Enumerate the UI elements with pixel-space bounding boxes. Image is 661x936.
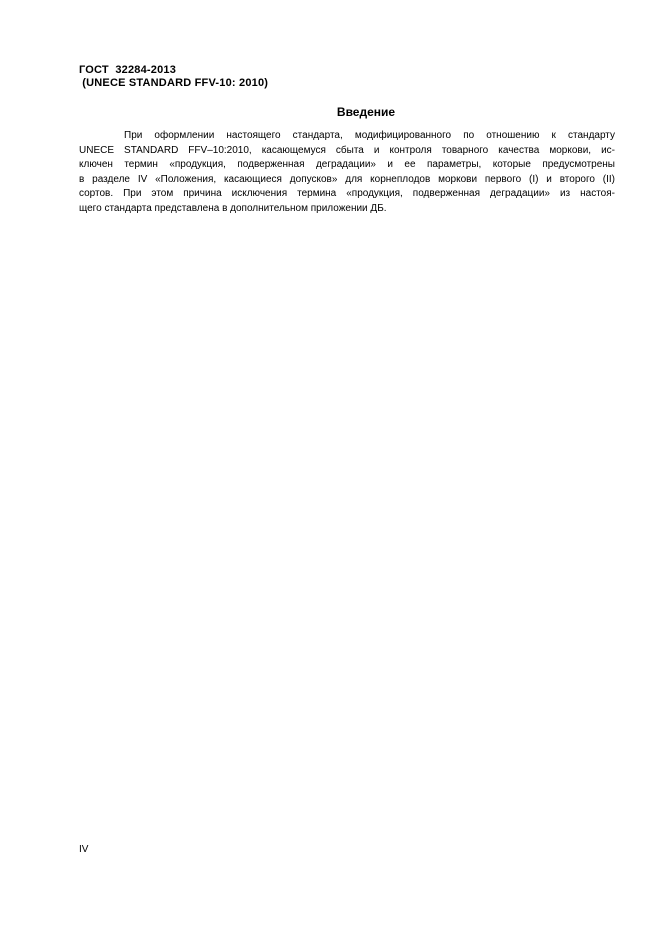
- paragraph-line: в разделе IV «Положения, касающиеся допусков» для корнеплодов моркови первого (I) и второго (II): [79, 173, 615, 185]
- international-standard-reference: (UNECE STANDARD FFV-10: 2010): [79, 77, 269, 89]
- paragraph-line: ключен термин «продукция, подверженная деградации» и ее параметры, которые предусмотрены: [79, 159, 615, 171]
- page-number: IV: [79, 844, 89, 855]
- document-header: [79, 64, 268, 90]
- section-title: Введение: [336, 105, 396, 119]
- paragraph-line: сортов. При этом причина исключения термина «продукция, подверженная деградации» из настоя-: [79, 188, 615, 200]
- paragraph-line: щего стандарта представлена в дополнительном приложении ДБ.: [79, 202, 387, 214]
- standard-designation: ГОСТ 32284-2013: [79, 64, 177, 76]
- paragraph-line: UNECE STANDARD FFV–10:2010, касающемуся сбыта и контроля товарного качества моркови, ис-: [79, 144, 615, 156]
- paragraph-line: При оформлении настоящего стандарта, модифицированного по отношению к стандарту: [124, 130, 615, 141]
- introduction-paragraph: [79, 129, 615, 217]
